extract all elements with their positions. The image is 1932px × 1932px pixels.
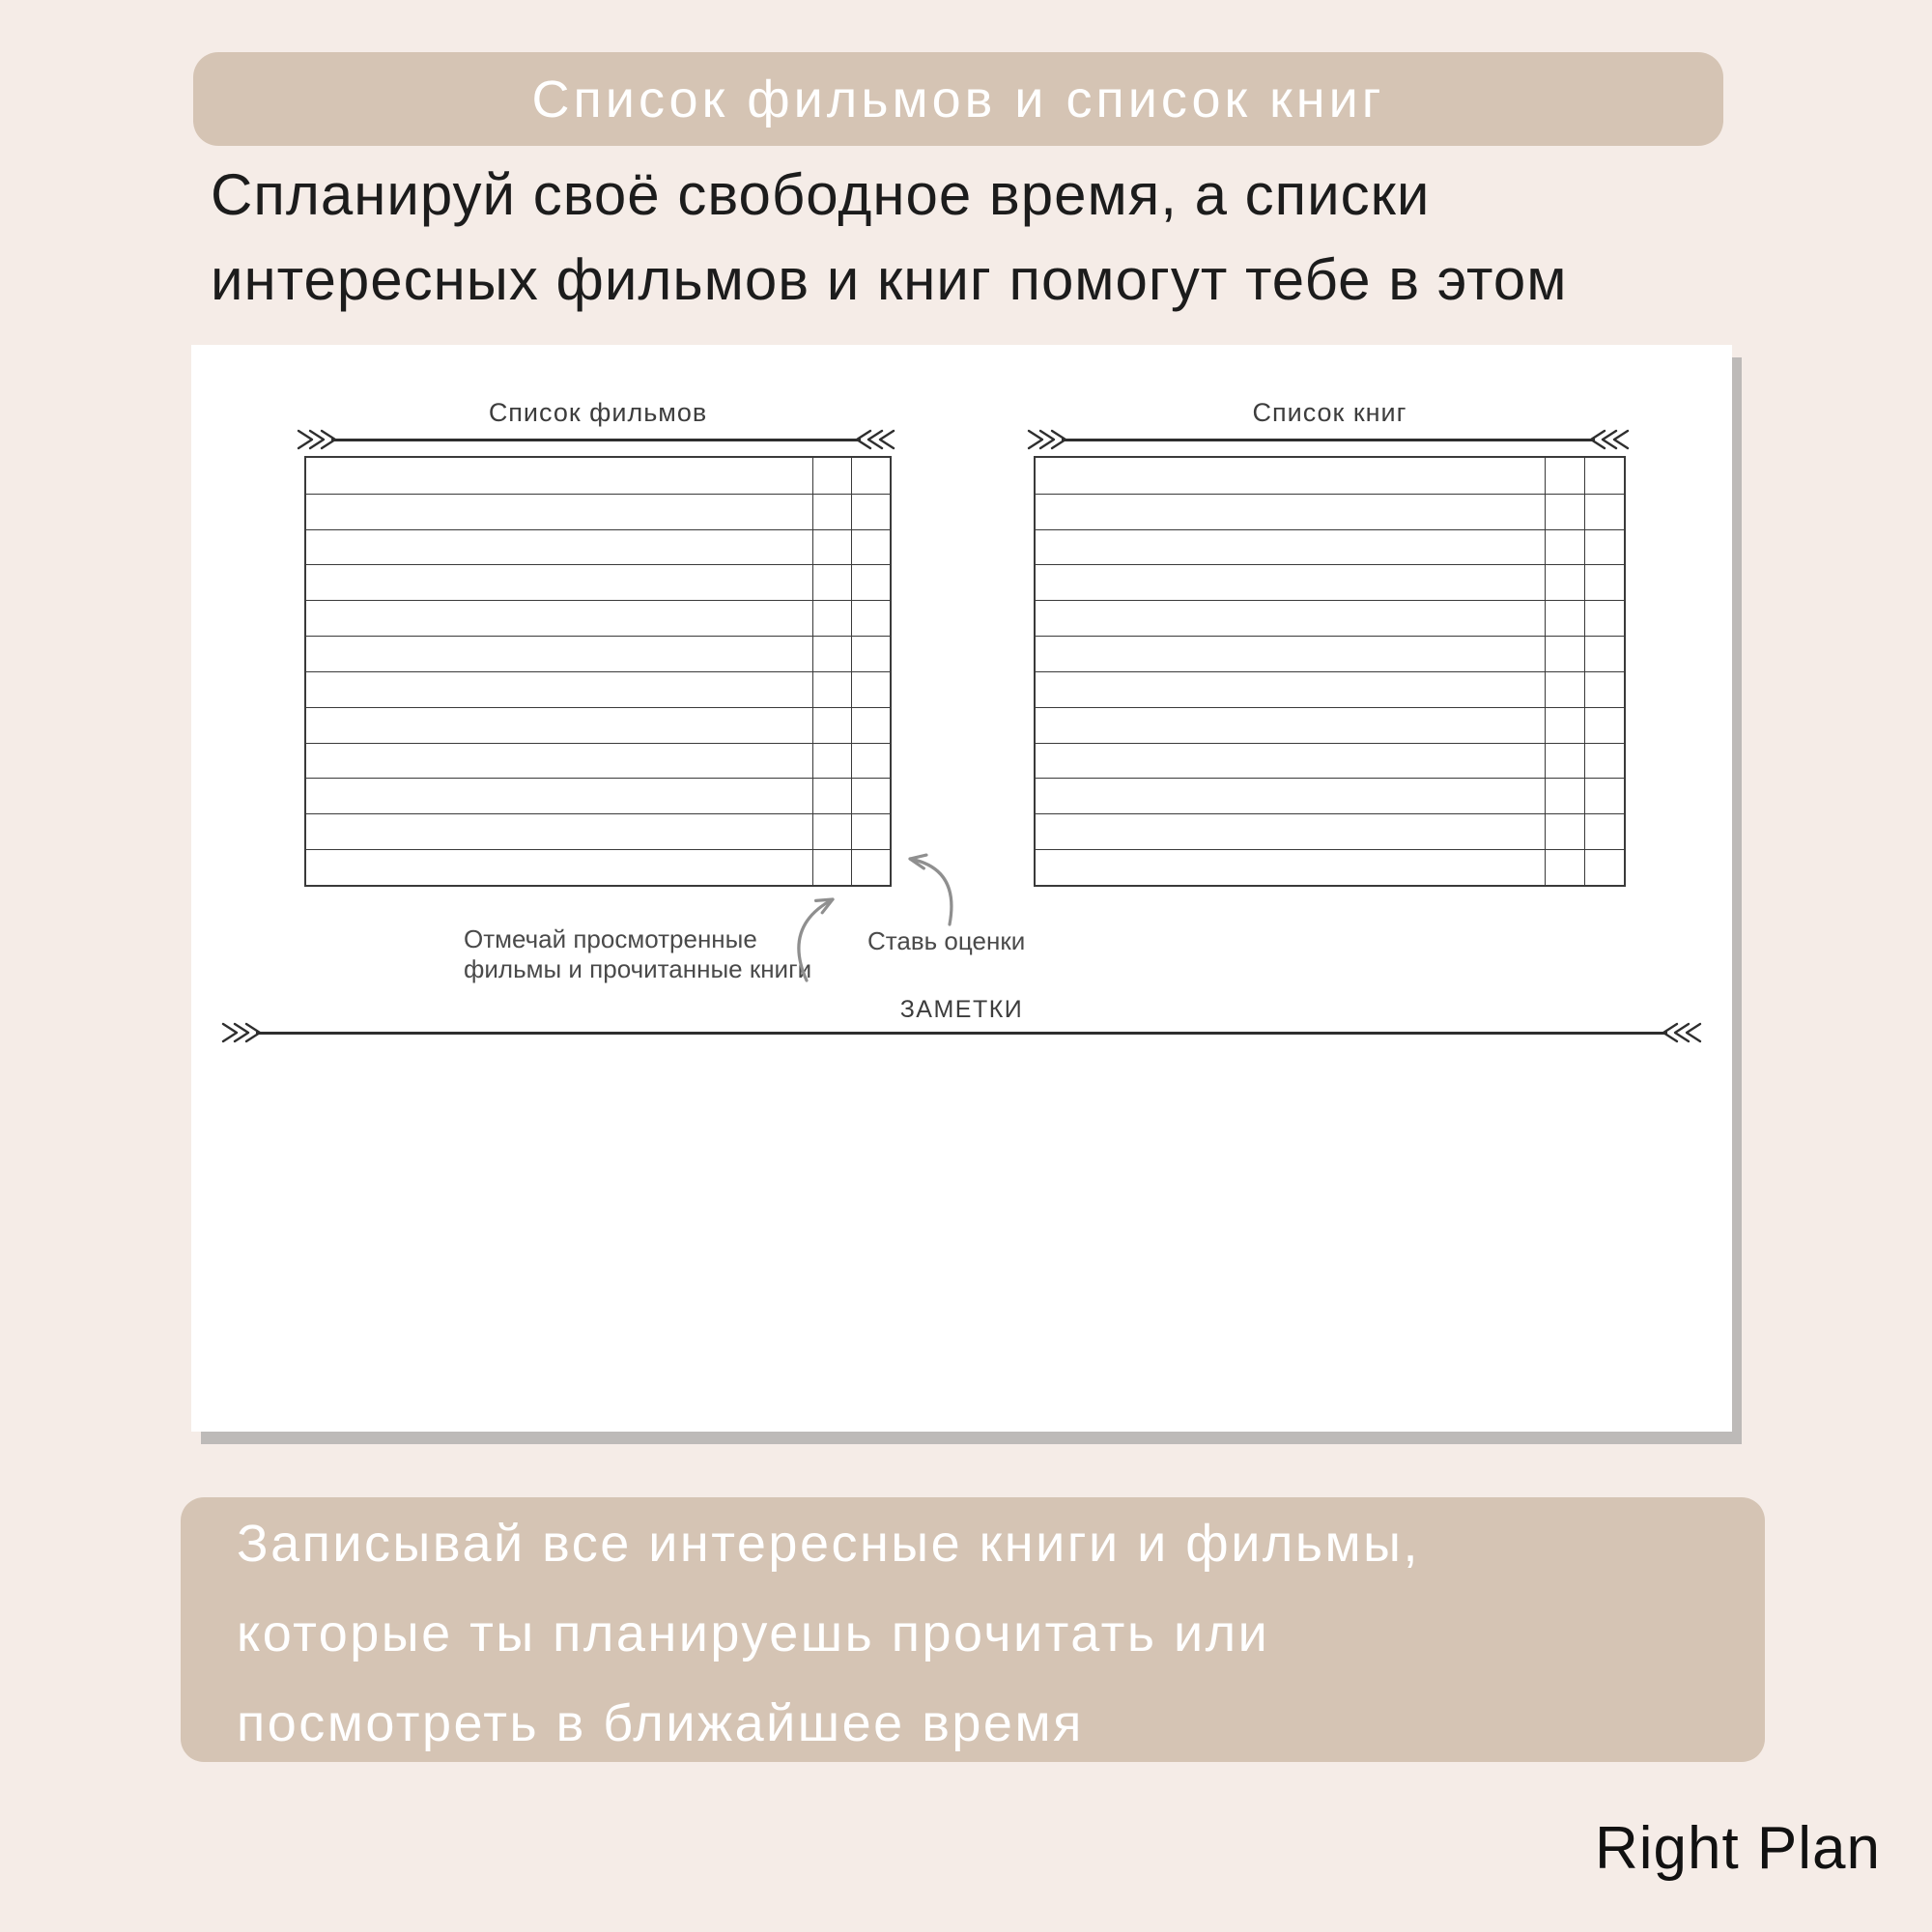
table-cell [1545, 458, 1584, 494]
table-cell [1036, 529, 1545, 565]
table-cell [1545, 813, 1584, 849]
table-cell [1036, 458, 1545, 494]
table-cell [812, 564, 851, 600]
subtitle-line2: интересных фильмов и книг помогут тебе в этом [211, 247, 1568, 312]
book-list-table [1034, 456, 1626, 887]
table-cell [851, 636, 890, 671]
table-cell [812, 849, 851, 885]
rating-annotation: Ставь оценки [867, 926, 1026, 955]
table-cell [1584, 743, 1624, 779]
table-cell [1584, 813, 1624, 849]
table-cell [1545, 778, 1584, 813]
table-cell [1545, 707, 1584, 743]
table-cell [851, 458, 890, 494]
brand-logo: Right Plan [1594, 1815, 1881, 1882]
footer-banner [181, 1497, 1765, 1762]
divider-line [331, 439, 861, 441]
table-cell [812, 778, 851, 813]
table-cell [306, 564, 812, 600]
table-cell [1584, 529, 1624, 565]
table-cell [1036, 813, 1545, 849]
table-cell [851, 707, 890, 743]
table-cell [812, 600, 851, 636]
table-cell [306, 494, 812, 529]
chevrons-left-icon [852, 428, 896, 451]
table-cell [1584, 849, 1624, 885]
notes-label: ЗАМЕТКИ [899, 996, 1024, 1023]
table-cell [851, 849, 890, 885]
table-cell [306, 671, 812, 707]
table-cell [306, 813, 812, 849]
table-cell [1545, 849, 1584, 885]
table-cell [1545, 600, 1584, 636]
film-list-table [304, 456, 892, 887]
footer-line2: которые ты планируешь прочитать или [237, 1605, 1270, 1662]
subtitle-line1: Спланируй своё свободное время, а списки [211, 162, 1431, 227]
arrowhead-rating [910, 855, 926, 868]
table-cell [1545, 494, 1584, 529]
header-title: Список фильмов и список книг [531, 70, 1385, 128]
table-cell [1545, 671, 1584, 707]
table-cell [851, 494, 890, 529]
footer-line1: Записывай все интересные книги и фильмы, [237, 1515, 1420, 1573]
table-cell [812, 494, 851, 529]
table-cell [1584, 671, 1624, 707]
table-cell [1584, 458, 1624, 494]
table-cell [851, 671, 890, 707]
table-cell [1584, 636, 1624, 671]
table-cell [851, 813, 890, 849]
table-cell [1584, 564, 1624, 600]
table-cell [1036, 743, 1545, 779]
table-cell [851, 529, 890, 565]
table-cell [1545, 564, 1584, 600]
checkmark-annotation [464, 924, 811, 984]
table-cell [1036, 636, 1545, 671]
planner-preview-card [191, 345, 1732, 1432]
arrowhead-check [816, 899, 833, 913]
table-cell [1584, 494, 1624, 529]
table-cell [851, 564, 890, 600]
chevrons-left-icon [1586, 428, 1631, 451]
checkmark-annotation-line1: Отмечай просмотренные [464, 924, 757, 953]
table-cell [812, 707, 851, 743]
table-cell [1036, 564, 1545, 600]
table-cell [306, 778, 812, 813]
table-cell [1036, 600, 1545, 636]
table-cell [1545, 636, 1584, 671]
table-cell [306, 529, 812, 565]
table-cell [812, 743, 851, 779]
film-list-title: Список фильмов [488, 397, 708, 427]
table-cell [1584, 778, 1624, 813]
checkmark-annotation-line2: фильмы и прочитанные книги [464, 954, 812, 983]
table-cell [1036, 778, 1545, 813]
table-cell [851, 743, 890, 779]
film-list-divider [296, 428, 896, 451]
table-cell [1036, 849, 1545, 885]
footer-line3: посмотреть в ближайшее время [237, 1694, 1084, 1752]
book-list-title: Список книг [1252, 397, 1407, 427]
table-cell [812, 458, 851, 494]
table-cell [1584, 707, 1624, 743]
table-cell [851, 600, 890, 636]
table-cell [1545, 743, 1584, 779]
divider-line [256, 1032, 1667, 1035]
table-cell [306, 458, 812, 494]
book-list-divider [1026, 428, 1631, 451]
notes-divider [220, 1021, 1703, 1044]
header-banner [193, 52, 1723, 146]
table-cell [812, 813, 851, 849]
table-cell [1036, 707, 1545, 743]
table-cell [306, 636, 812, 671]
table-cell [1036, 671, 1545, 707]
table-cell [1584, 600, 1624, 636]
table-cell [812, 529, 851, 565]
table-cell [306, 743, 812, 779]
curved-arrow-rating [910, 859, 952, 924]
table-cell [306, 707, 812, 743]
table-cell [1545, 529, 1584, 565]
table-cell [812, 636, 851, 671]
table-cell [1036, 494, 1545, 529]
table-cell [306, 600, 812, 636]
table-cell [851, 778, 890, 813]
subtitle [211, 153, 1567, 323]
table-cell [812, 671, 851, 707]
divider-line [1062, 439, 1595, 441]
table-cell [306, 849, 812, 885]
chevrons-left-icon [1659, 1021, 1703, 1044]
